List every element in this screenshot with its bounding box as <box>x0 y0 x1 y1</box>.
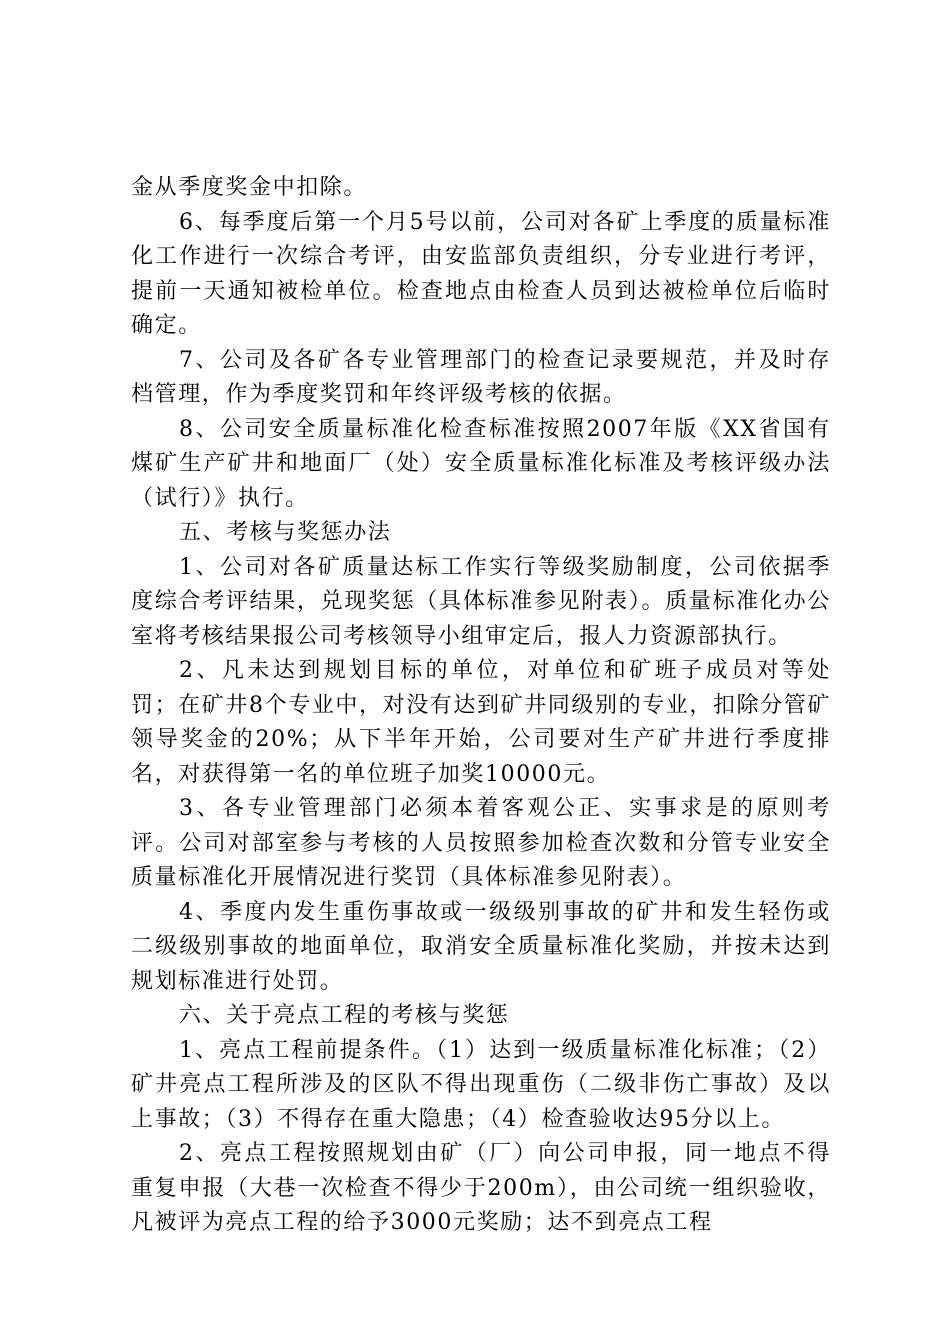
paragraph-2: 6、每季度后第一个月5号以前，公司对各矿上季度的质量标准化工作进行一次综合考评，由安监部负责组织，分专业进行考评，提前一天通知被检单位。检查地点由检查人员到达被检单位后临时确定。 <box>131 209 831 338</box>
paragraph-9: 4、季度内发生重伤事故或一级级别事故的矿井和发生轻伤或二级级别事故的地面单位，取消安全质量标准化奖励，并按未达到规划标准进行处罚。 <box>131 899 831 994</box>
paragraph-4: 8、公司安全质量标准化检查标准按照2007年版《XX省国有煤矿生产矿井和地面厂（处）安全质量标准化标准及考核评级办法（试行）》执行。 <box>131 416 831 511</box>
paragraph-8: 3、各专业管理部门必须本着客观公正、实事求是的原则考评。公司对部室参与考核的人员按照参加检查次数和分管专业安全质量标准化开展情况进行奖罚（具体标准参见附表）。 <box>131 796 831 890</box>
paragraph-7: 2、凡未达到规划目标的单位，对单位和矿班子成员对等处罚；在矿井8个专业中，对没有达到矿井同级别的专业，扣除分管矿领导奖金的20%；从下半年开始，公司要对生产矿井进行季度排名，对获得第一名的单位班子加奖10000元。 <box>131 658 831 787</box>
document-body <box>131 171 831 1241</box>
section-heading-6: 六、关于亮点工程的考核与奖惩 <box>179 1003 510 1028</box>
paragraph-6: 1、公司对各矿质量达标工作实行等级奖励制度，公司依据季度综合考评结果，兑现奖惩（具体标准参见附表）。质量标准化办公室将考核结果报公司考核领导小组审定后，报人力资源部执行。 <box>131 554 831 649</box>
paragraph-12: 2、亮点工程按照规划由矿（厂）向公司申报，同一地点不得重复申报（大巷一次检查不得少于200m），由公司统一组织验收，凡被评为亮点工程的给予3000元奖励；达不到亮点工程 <box>131 1141 831 1235</box>
paragraph-3: 7、公司及各矿各专业管理部门的检查记录要规范，并及时存档管理，作为季度奖罚和年终评级考核的依据。 <box>131 347 831 407</box>
paragraph-1: 金从季度奖金中扣除。 <box>131 175 368 200</box>
paragraph-11: 1、亮点工程前提条件。（1）达到一级质量标准化标准；（2）矿井亮点工程所涉及的区队不得出现重伤（二级非伤亡事故）及以上事故；（3）不得存在重大隐患；（4）检查验收达95分以上。 <box>131 1037 831 1132</box>
section-heading-5: 五、考核与奖惩办法 <box>179 520 392 545</box>
